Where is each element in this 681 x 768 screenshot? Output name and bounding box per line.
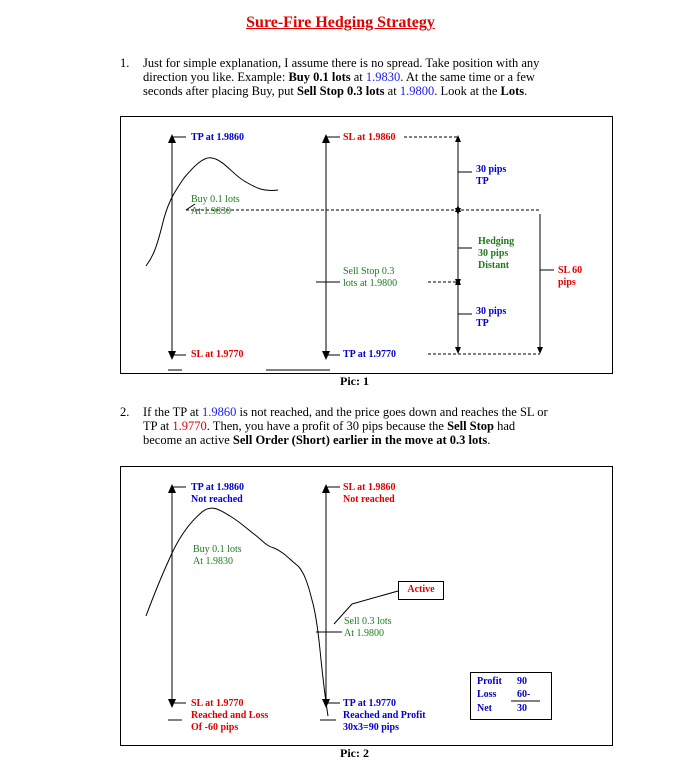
pic1-sl60-label: SL 60 pips [558,265,583,288]
profit-value: 90 [517,676,527,687]
pic2-sell-label: Sell 0.3 lots At 1.9800 [344,616,392,639]
pic2-active-badge: Active [398,581,444,600]
net-value: 30 [517,703,527,714]
p2-line-3: become an active Sell Order (Short) earlier in the move at 0.3 lots. [143,433,491,447]
p2-line-1: If the TP at 1.9860 is not reached, and the price goes down and reaches the SL or [143,405,548,419]
p1-line-2: direction you like. Example: Buy 0.1 lots at 1.9830. At the same time or a few [143,70,535,84]
net-label: Net [477,703,492,714]
pic1-sl-left: SL at 1.9770 [191,349,244,360]
pic2-tp-bottom-label: TP at 1.9770 Reached and Profit 30x3=90 pips [343,698,426,733]
pic1-sell-stop-label: Sell Stop 0.3 lots at 1.9800 [343,266,398,289]
pic1-30pips-top: 30 pips TP [476,164,507,187]
pic2-caption: Pic: 2 [340,746,369,760]
p1-line-3: seconds after placing Buy, put Sell Stop 0.3 lots at 1.9800. Look at the Lots. [143,84,528,98]
profit-loss-table [470,672,552,720]
pic1-30pips-bottom: 30 pips TP [476,306,507,329]
pic1-tp-mid: TP at 1.9770 [343,349,397,360]
pic1-buy-label: Buy 0.1 lots At 1.9830 [191,194,240,217]
profit-label: Profit [477,676,502,687]
list-number-1: 1. [120,56,130,70]
pic1-tp-left: TP at 1.9860 [191,132,245,143]
loss-label: Loss [477,689,497,700]
list-number-2: 2. [120,405,130,419]
pic2-buy-label: Buy 0.1 lots At 1.9830 [193,544,242,567]
pic2-sl-bottom-label: SL at 1.9770 Reached and Loss Of -60 pips [191,698,269,733]
pic1-hedging-label: Hedging 30 pips Distant [478,236,515,271]
pic1-sl-mid: SL at 1.9860 [343,132,396,143]
pic2-tp-label: TP at 1.9860 Not reached [191,482,245,505]
page-title: Sure-Fire Hedging Strategy [246,14,435,31]
p1-line-1: Just for simple explanation, I assume there is no spread. Take position with any [143,56,540,70]
pic2-sl-top-label: SL at 1.9860 Not reached [343,482,396,505]
loss-value: 60- [517,689,531,700]
pic1-caption: Pic: 1 [340,374,369,388]
p2-line-2: TP at 1.9770. Then, you have a profit of 30 pips because the Sell Stop had [143,419,516,433]
